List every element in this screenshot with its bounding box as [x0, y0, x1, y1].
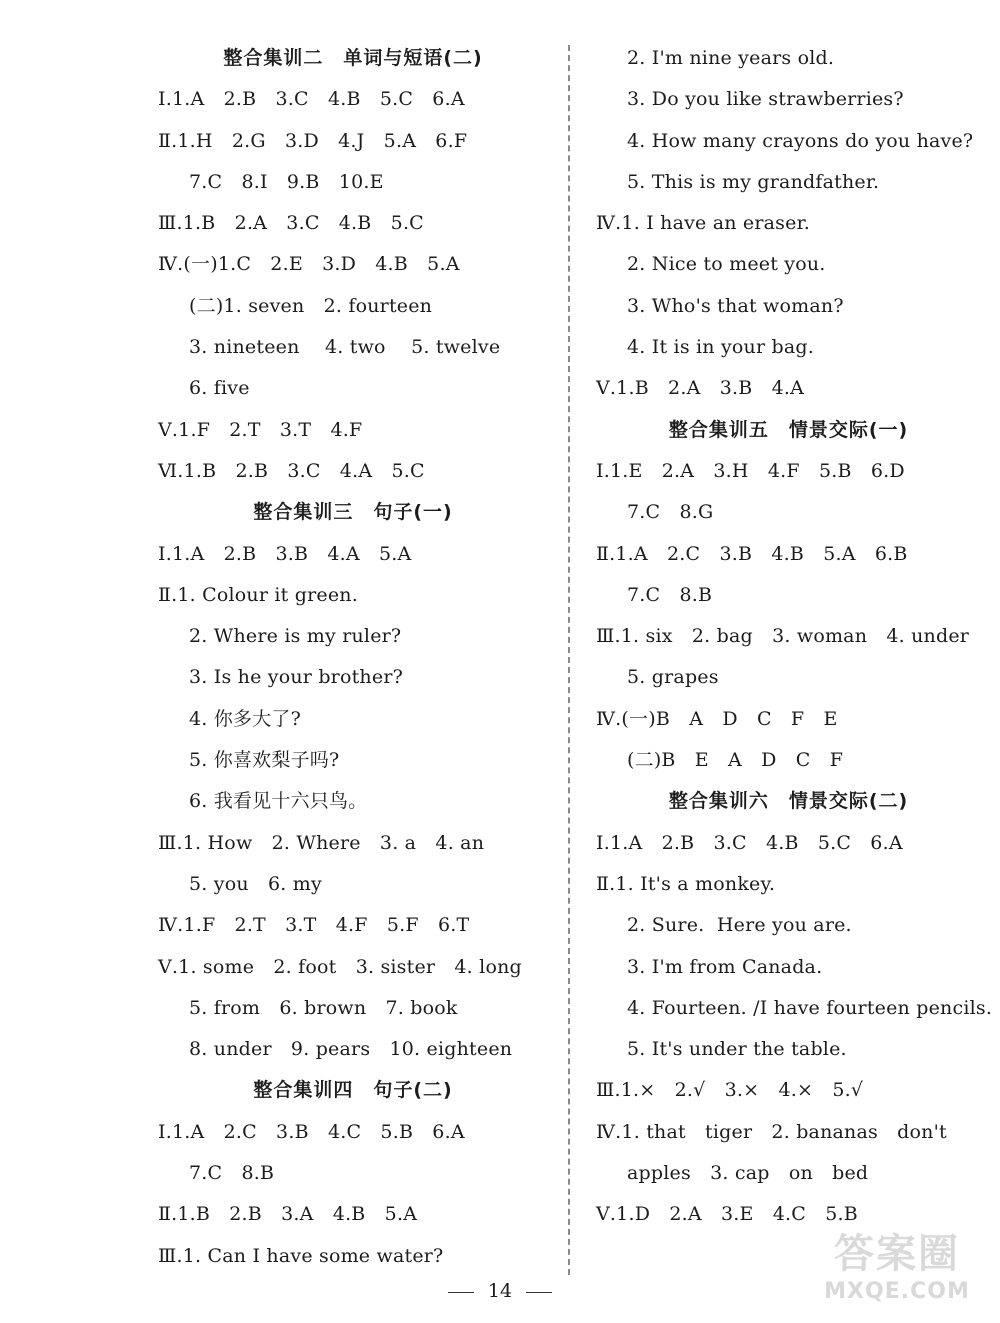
answer-line: 5. It's under the table. [627, 1038, 847, 1061]
answer-line: Ⅲ.1. How 2. Where 3. a 4. an [158, 831, 485, 854]
answer-line: Ⅲ.1. six 2. bag 3. woman 4. under [596, 625, 970, 648]
answer-line: 3. Who's that woman? [627, 294, 844, 317]
section-heading: 整合集训五 情景交际(一) [668, 418, 909, 441]
answer-line: (二)1. seven 2. fourteen [189, 294, 433, 317]
answer-line: 7.C 8.B [189, 1162, 275, 1185]
answer-line: Ⅲ.1.B 2.A 3.C 4.B 5.C [158, 212, 424, 235]
answer-line: 4. It is in your bag. [627, 336, 814, 359]
answer-line: 7.C 8.B [627, 583, 713, 606]
section-heading: 整合集训四 句子(二) [253, 1079, 453, 1102]
answer-line: 5. from 6. brown 7. book [189, 996, 458, 1019]
answer-line: 6. five [189, 377, 250, 400]
answer-line: 8. under 9. pears 10. eighteen [189, 1038, 513, 1061]
answer-line: 3. nineteen 4. two 5. twelve [189, 336, 501, 359]
answer-line: Ⅱ.1. Colour it green. [158, 583, 358, 606]
watermark-text-bottom: MXQE.COM [824, 1279, 970, 1304]
answer-line: 2. I'm nine years old. [627, 47, 835, 69]
answer-line: 7.C 8.G [627, 501, 714, 524]
answer-line: Ⅰ.1.A 2.B 3.C 4.B 5.C 6.A [596, 831, 903, 854]
footer-dash-left [448, 1292, 474, 1293]
page-number: 14 [487, 1280, 513, 1302]
answer-line: Ⅳ.1. that tiger 2. bananas don't [596, 1120, 947, 1143]
section-heading: 整合集训二 单词与短语(二) [223, 47, 483, 69]
footer-dash-right [526, 1292, 552, 1293]
watermark-text-top: 答案圈 [834, 1231, 960, 1277]
answer-line: Ⅴ.1. some 2. foot 3. sister 4. long [158, 955, 522, 978]
answer-line: Ⅴ.1.D 2.A 3.E 4.C 5.B [596, 1203, 858, 1226]
answer-line: 3. Do you like strawberries? [627, 88, 904, 111]
answer-line: 2. Sure. Here you are. [627, 914, 852, 937]
answer-line: apples 3. cap on bed [627, 1162, 869, 1185]
right-column [596, 38, 993, 1236]
answer-line: 2. Where is my ruler? [189, 625, 402, 648]
answer-line: 5. you 6. my [189, 872, 322, 895]
answer-line: 3. Is he your brother? [189, 666, 403, 689]
answer-line: 4. Fourteen. /I have fourteen pencils. [627, 996, 993, 1019]
answer-line: Ⅱ.1.A 2.C 3.B 4.B 5.A 6.B [596, 542, 908, 565]
answer-line: Ⅰ.1.A 2.C 3.B 4.C 5.B 6.A [158, 1120, 465, 1143]
answer-line: Ⅱ.1.B 2.B 3.A 4.B 5.A [158, 1203, 418, 1226]
answer-line: 3. I'm from Canada. [627, 955, 823, 978]
answer-line: 6. 我看见十六只鸟。 [189, 790, 368, 813]
answer-line: Ⅱ.1.H 2.G 3.D 4.J 5.A 6.F [158, 129, 468, 152]
answer-line: Ⅳ.(一)1.C 2.E 3.D 4.B 5.A [158, 253, 460, 276]
left-column [158, 38, 548, 1277]
watermark-logo [812, 1229, 982, 1313]
answer-line: 2. Nice to meet you. [627, 253, 826, 276]
answer-line: Ⅳ.1.F 2.T 3.T 4.F 5.F 6.T [158, 914, 470, 937]
section-heading: 整合集训六 情景交际(二) [668, 790, 909, 813]
answer-line: Ⅲ.1. Can I have some water? [158, 1244, 444, 1267]
answer-line: Ⅰ.1.A 2.B 3.C 4.B 5.C 6.A [158, 88, 465, 111]
answer-line: 5. 你喜欢梨子吗? [189, 749, 340, 772]
answer-line: Ⅳ.(一)B A D C F E [596, 707, 838, 730]
answer-line: Ⅴ.1.B 2.A 3.B 4.A [596, 377, 805, 400]
answer-line: Ⅲ.1.× 2.√ 3.× 4.× 5.√ [596, 1079, 864, 1102]
answer-line: Ⅰ.1.A 2.B 3.B 4.A 5.A [158, 542, 412, 565]
answer-line: 4. 你多大了? [189, 707, 301, 730]
answer-line: Ⅰ.1.E 2.A 3.H 4.F 5.B 6.D [596, 459, 905, 482]
answer-line: (二)B E A D C F [627, 749, 844, 772]
answer-line: Ⅳ.1. I have an eraser. [596, 212, 811, 235]
section-heading: 整合集训三 句子(一) [253, 501, 453, 524]
column-divider [568, 45, 570, 1275]
answer-line: 5. grapes [627, 666, 719, 689]
answer-line: 4. How many crayons do you have? [627, 129, 974, 152]
answer-line: Ⅵ.1.B 2.B 3.C 4.A 5.C [158, 459, 425, 482]
answer-line: 5. This is my grandfather. [627, 170, 880, 193]
answer-line: 7.C 8.I 9.B 10.E [189, 170, 384, 193]
answer-line: Ⅴ.1.F 2.T 3.T 4.F [158, 418, 363, 441]
answer-line: Ⅱ.1. It's a monkey. [596, 872, 776, 895]
